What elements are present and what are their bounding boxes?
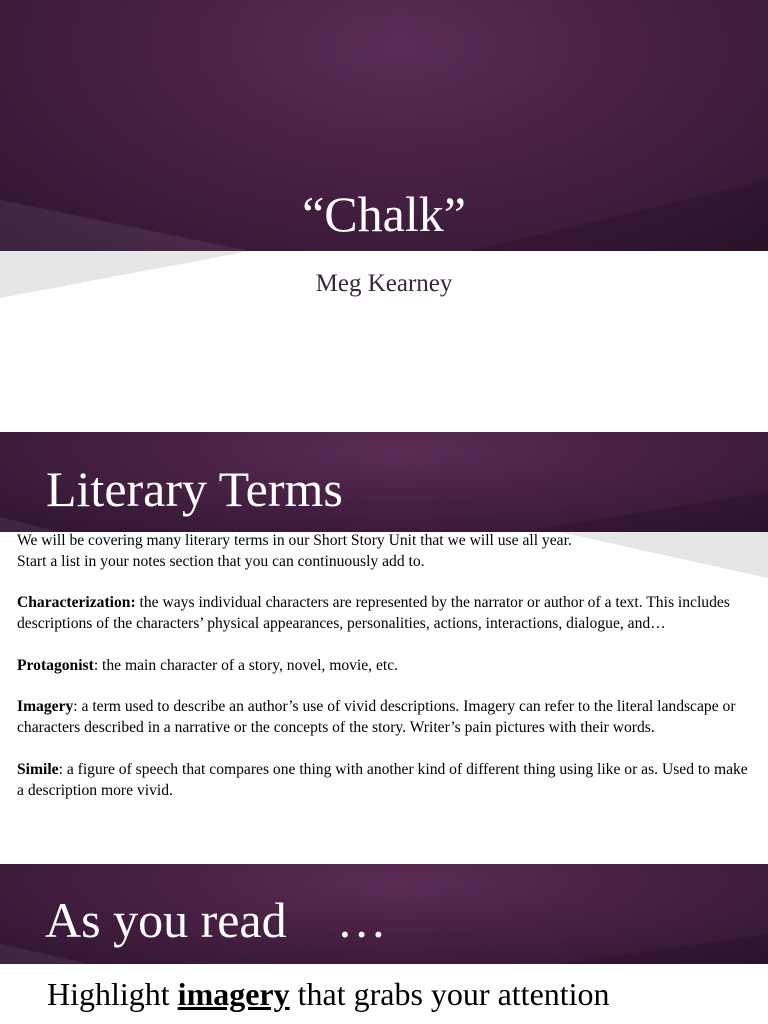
slide-instruction — [47, 974, 610, 1014]
intro-line: Start a list in your notes section that you can continuously add to. — [17, 552, 425, 570]
slide-heading: Literary Terms — [46, 461, 343, 517]
instruction-emphasis: imagery — [177, 976, 290, 1012]
term-definition: : the main character of a story, novel, movie, etc. — [93, 656, 399, 674]
term-characterization — [17, 593, 752, 635]
term-label: Protagonist — [17, 656, 94, 674]
slide-title — [0, 0, 768, 432]
instruction-text: Highlight — [47, 976, 178, 1012]
term-label: Imagery — [17, 698, 74, 716]
slide-body-text — [17, 531, 752, 801]
term-definition: the ways individual characters are represented by the narrator or author of a text. This includes descriptions of the characters’ physical appearances, personalities, actions, interactions, dialogue, and… — [17, 594, 730, 633]
term-protagonist — [17, 656, 752, 677]
slide-as-you-read — [0, 864, 768, 1024]
term-label: Characterization: — [17, 594, 136, 612]
slide-subtitle-author: Meg Kearney — [315, 270, 453, 297]
intro-line: We will be covering many literary terms in our Short Story Unit that we will use all year. — [17, 532, 572, 549]
term-label: Simile — [17, 760, 59, 778]
term-definition: : a term used to describe an author’s use of vivid descriptions. Imagery can refer to the literal landscape or characters described in a narrative or the concepts of the story. Writer’s pain pictures with their words. — [17, 698, 736, 737]
instruction-text: that grabs your attention — [289, 976, 610, 1012]
term-simile — [17, 760, 752, 802]
slide-title-text: “Chalk” — [302, 186, 466, 242]
slide-literary-terms — [0, 432, 768, 864]
term-imagery — [17, 697, 752, 739]
slide-heading: As you read … — [45, 892, 387, 948]
term-definition: : a figure of speech that compares one thing with another kind of different thing using like or as. Used to make a description more vivid. — [17, 760, 748, 799]
